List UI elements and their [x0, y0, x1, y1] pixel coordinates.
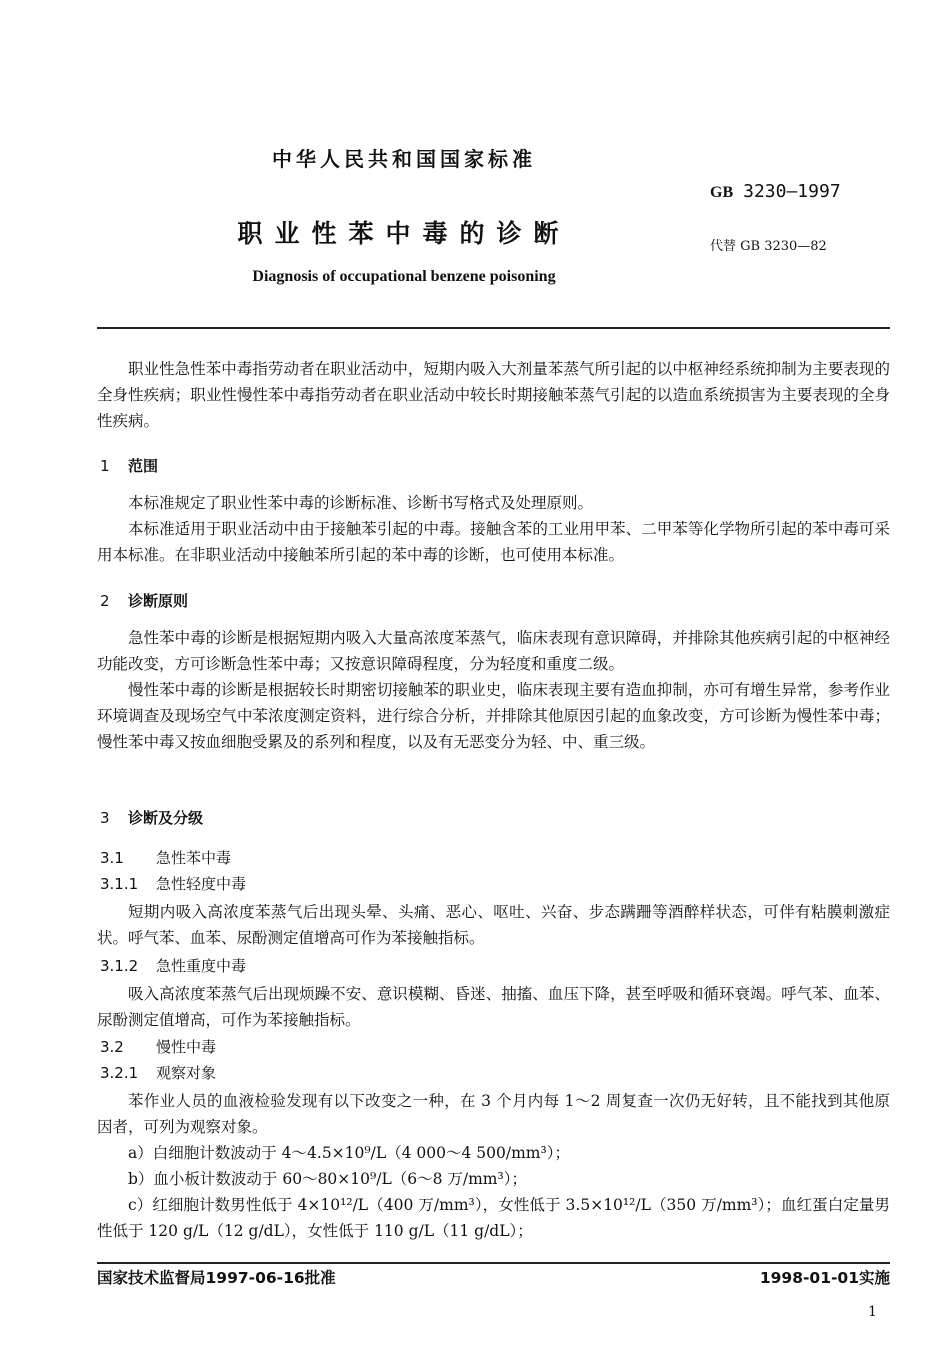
standard-title: 中华人民共和国国家标准: [272, 147, 536, 171]
section-3-1-heading: 3.1 急性苯中毒: [100, 849, 232, 867]
gb-number: 3230—1997: [743, 181, 841, 202]
header-divider: [97, 327, 890, 329]
list-item-c: c）红细胞计数男性低于 4×10¹²/L（400 万/mm³），女性低于 3.5×10¹²/L（350 万/mm³）；血红蛋白定量男性低于 120 g/L（12 g/dL），女性低于 110 g/L（11 g/dL）；: [97, 1196, 890, 1240]
observation-criteria: 苯作业人员的血液检验发现有以下改变之一种，在 3 个月内每 1～2 周复查一次仍无好转，且不能找到其他原因者，可列为观察对象。: [97, 1092, 890, 1136]
english-title: Diagnosis of occupational benzene poisoning: [252, 268, 556, 285]
section-3-2-1-heading: 3.2.1 观察对象: [100, 1064, 217, 1082]
list-item-b: b）血小板计数波动于 60～80×10⁹/L（6～8 万/mm³）；: [128, 1170, 527, 1188]
list-item-a: a）白细胞计数波动于 4～4.5×10⁹/L（4 000～4 500/mm³）；: [128, 1144, 570, 1162]
section-1-p2: 本标准适用于职业活动中由于接触苯引起的中毒。接触含苯的工业用甲苯、二甲苯等化学物所引起的苯中毒可采用本标准。在非职业活动中接触苯所引起的苯中毒的诊断，也可使用本标准。: [97, 520, 890, 564]
section-1-body: [97, 490, 890, 568]
effective-date: 1998-01-01实施: [759, 1269, 890, 1287]
section-3-2-1-body: [97, 1088, 890, 1244]
standard-number: [710, 181, 841, 202]
replaces-note: 代替 GB 3230—82: [710, 239, 827, 254]
document-title: 职业性苯中毒的诊断: [237, 219, 571, 248]
section-3-1-2-body: 吸入高浓度苯蒸气后出现烦躁不安、意识模糊、昏迷、抽搐、血压下降，甚至呼吸和循环衰竭。呼气苯、血苯、尿酚测定值增高，可作为苯接触指标。: [97, 985, 890, 1029]
section-2-body: [97, 625, 890, 755]
section-1-p1: 本标准规定了职业性苯中毒的诊断标准、诊断书写格式及处理原则。: [128, 494, 594, 512]
footer-divider: [97, 1262, 890, 1264]
section-3-1-2-heading: 3.1.2 急性重度中毒: [100, 957, 247, 975]
section-3-1-1-body: 短期内吸入高浓度苯蒸气后出现头晕、头痛、恶心、呕吐、兴奋、步态蹒跚等酒醉样状态，可伴有粘膜刺激症状。呼气苯、血苯、尿酚测定值增高可作为苯接触指标。: [97, 903, 890, 947]
section-3-2-heading: 3.2 慢性中毒: [100, 1038, 217, 1056]
section-2-p2: 慢性苯中毒的诊断是根据较长时期密切接触苯的职业史，临床表现主要有造血抑制，亦可有增生异常，参考作业环境调查及现场空气中苯浓度测定资料，进行综合分析，并排除其他原因引起的血象改变，方可诊断为慢性苯中毒；慢性苯中毒又按血细胞受累及的系列和程度，以及有无恶变分为轻、中、重三级。: [97, 681, 890, 751]
page-number: 1: [868, 1304, 877, 1320]
approval-note: 国家技术监督局1997-06-16批准: [97, 1269, 336, 1287]
intro-paragraph: 职业性急性苯中毒指劳动者在职业活动中，短期内吸入大剂量苯蒸气所引起的以中枢神经系统抑制为主要表现的全身性疾病；职业性慢性苯中毒指劳动者在职业活动中较长时期接触苯蒸气引起的以造血系统损害为主要表现的全身性疾病。: [97, 360, 890, 430]
section-2-p1: 急性苯中毒的诊断是根据短期内吸入大量高浓度苯蒸气，临床表现有意识障碍，并排除其他疾病引起的中枢神经功能改变，方可诊断急性苯中毒；又按意识障碍程度，分为轻度和重度二级。: [97, 629, 890, 673]
section-3-1-1-heading: 3.1.1 急性轻度中毒: [100, 875, 247, 893]
section-3-heading: 3 诊断及分级: [100, 809, 204, 827]
section-2-heading: 2 诊断原则: [100, 592, 189, 610]
section-1-heading: 1 范围: [100, 457, 159, 475]
gb-prefix: GB: [710, 184, 734, 201]
